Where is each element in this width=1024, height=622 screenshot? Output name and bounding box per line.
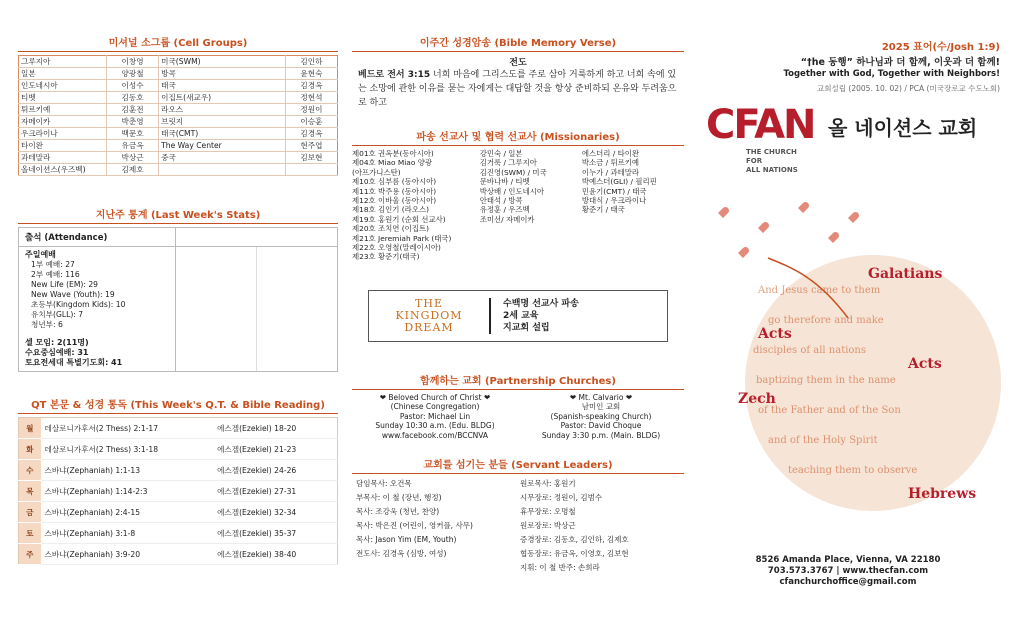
missionary-item: 조미선/ 자메이카 xyxy=(479,214,535,224)
stats-box xyxy=(18,227,338,372)
table-cell: 박춘영 xyxy=(107,116,159,128)
servant-item: 담임목사: 오건목 xyxy=(356,479,412,489)
church-tagline xyxy=(746,148,798,175)
missionary-item: 제22호 오영철(말레이시아) xyxy=(352,243,441,253)
table-row xyxy=(19,164,338,176)
table-cell: 김동호 xyxy=(107,92,159,104)
partner-line: Pastor: Michael Lin xyxy=(399,411,471,421)
divider xyxy=(352,389,684,390)
table-row xyxy=(19,140,338,152)
worship-label: 주일예배 xyxy=(25,250,56,259)
svg-text:go therefore and make: go therefore and make xyxy=(768,315,884,326)
reading-passage: 에스겔(Ezekiel) 21-23 xyxy=(213,439,337,460)
servants-title: 교회를 섬기는 분들 (Servant Leaders) xyxy=(423,460,613,472)
contact-info xyxy=(698,555,998,588)
servant-item: 지휘: 이 철 반주: 손희라 xyxy=(520,563,600,573)
table-cell xyxy=(159,164,286,176)
table-row xyxy=(19,418,338,439)
partner-line: Sunday 3:30 p.m. (Main. BLDG) xyxy=(541,430,661,440)
missionaries-list xyxy=(352,149,684,262)
partner-line: (Chinese Congregation) xyxy=(390,402,480,412)
missionary-item: 제04호 Miao Miao 양광 xyxy=(352,158,432,168)
table-cell: 백문호 xyxy=(107,128,159,140)
table-cell: 타이완 xyxy=(19,140,107,152)
servant-item: 목사: 박은진 (어린이, 영커플, 사무) xyxy=(356,521,473,531)
missionary-item: (아프가니스탄) xyxy=(352,167,401,177)
missionary-item: 박소금 / 튀르키예 xyxy=(581,158,640,168)
column-right xyxy=(698,0,1024,622)
memory-text: 너희 마음에 그리스도를 주로 삼아 거룩하게 하고 너희 속에 있는 소망에 관한 이유를 묻는 자에게는 대답할 것을 항상 준비하되 온유와 두려움으로 하고 xyxy=(358,70,677,108)
missionary-item: 이누가 / 과테말라 xyxy=(581,167,640,177)
qt-day: 목 xyxy=(19,481,41,502)
missionary-item: 박상배 / 인도네시아 xyxy=(479,186,544,196)
memory-verse xyxy=(352,68,684,110)
kingdom-dream-box xyxy=(368,290,668,342)
table-row xyxy=(19,460,338,481)
motto-kr: “†he 동행” 하나님과 더 함께, 이웃과 더 함께! xyxy=(800,57,1000,68)
table-cell: 미국(SWM) xyxy=(159,56,286,68)
divider xyxy=(18,413,338,414)
table-cell: 태국 xyxy=(159,80,286,92)
missionary-item: 김진영(SWM) / 미국 xyxy=(479,167,547,177)
missionary-item: 제01호 권옥분(동아시아) xyxy=(352,149,434,158)
qt-day: 금 xyxy=(19,502,41,523)
table-cell: 올네이션스(우즈벡) xyxy=(19,164,107,176)
partner-calvario xyxy=(518,393,684,441)
table-cell: 김경옥 xyxy=(285,80,337,92)
table-cell: 이창영 xyxy=(107,56,159,68)
hearts-decoration xyxy=(718,202,859,258)
partner-line: (Spanish-speaking Church) xyxy=(550,411,652,421)
servant-item: 전도사: 김경옥 (심방, 여성) xyxy=(356,549,447,559)
table-cell: The Way Center xyxy=(159,140,286,152)
divider xyxy=(352,145,684,146)
stat-line: 1부 예배: 27 xyxy=(31,260,75,269)
founded-info: 교회설립 (2005. 10. 02) / PCA (미국장로교 수도노회) xyxy=(817,84,1000,93)
kingdom-dream-text xyxy=(491,298,579,334)
phone-web: 703.573.3767 | www.thecfan.com xyxy=(767,566,929,576)
table-row xyxy=(19,104,338,116)
reading-passage: 에스겔(Ezekiel) 35-37 xyxy=(213,523,337,544)
table-cell: 정현석 xyxy=(285,92,337,104)
motto-en: Together with God, Together with Neighbors! xyxy=(783,69,1000,79)
email: cfanchurchoffice@gmail.com xyxy=(779,577,917,587)
table-cell: 라오스 xyxy=(159,104,286,116)
table-cell: 박상근 xyxy=(107,152,159,164)
memory-title: 이주간 성경암송 (Bible Memory Verse) xyxy=(419,38,617,49)
cell-groups-title: 미셔널 소그룹 (Cell Groups) xyxy=(108,38,248,49)
reading-passage: 에스겔(Ezekiel) 24-26 xyxy=(213,460,337,481)
table-row xyxy=(19,92,338,104)
attendance-header: 출석 (Attendance) xyxy=(19,228,176,246)
missionary-item: 제18호 김인기 (라오스) xyxy=(352,205,429,215)
stat-line: 2부 예배: 116 xyxy=(31,270,80,279)
qt-passage: 스바냐(Zephaniah) 3:1-8 xyxy=(41,523,214,544)
table-row xyxy=(19,502,338,523)
missionary-item: 제21호 Jeremiah Park (태국) xyxy=(352,233,452,243)
servant-item: 협동장로: 유금옥, 이영호, 김보현 xyxy=(520,549,629,559)
table-cell: 튀르키예 xyxy=(19,104,107,116)
svg-text:Zech: Zech xyxy=(738,391,776,407)
qt-table xyxy=(18,417,338,565)
missionary-item: 유정훈 / 우즈벡 xyxy=(479,205,530,215)
table-cell: 그루지아 xyxy=(19,56,107,68)
svg-text:Galatians: Galatians xyxy=(868,266,943,282)
partner-line: ❤ Mt. Calvario ❤ xyxy=(569,392,633,402)
missionary-item: 방대식 / 우크라이나 xyxy=(581,196,647,206)
table-cell: 이승훈 xyxy=(285,116,337,128)
missionary-item: 제10호 심부름 (동아시아) xyxy=(352,177,437,187)
partner-line: ❤ Beloved Church of Christ ❤ xyxy=(379,392,491,402)
column-left xyxy=(18,0,338,622)
memory-heading: 전도 xyxy=(509,58,527,68)
divider xyxy=(18,223,338,224)
table-row xyxy=(19,523,338,544)
partner-beloved xyxy=(352,393,518,441)
partner-churches xyxy=(352,393,684,441)
table-cell: 이성수 xyxy=(107,80,159,92)
qt-day: 화 xyxy=(19,439,41,460)
table-row xyxy=(19,439,338,460)
stat-line: New Wave (Youth): 19 xyxy=(31,290,115,299)
partner-line: Pastor: David Choque xyxy=(560,421,642,431)
column-middle xyxy=(352,0,684,622)
partner-line: Sunday 10:30 a.m. (Edu. BLDG) xyxy=(375,421,495,431)
servant-item: 부목사: 이 철 (장년, 행정) xyxy=(356,493,442,503)
divider xyxy=(352,473,684,474)
reading-passage: 에스겔(Ezekiel) 32-34 xyxy=(213,502,337,523)
servant-item: 목사: Jason Yim (EM, Youth) xyxy=(356,535,457,545)
svg-text:and of the Holy Spirit: and of the Holy Spirit xyxy=(768,435,878,446)
table-cell: 중국 xyxy=(159,152,286,164)
stat-line: 청년부: 6 xyxy=(31,320,63,329)
kd-line: 지교회 설립 xyxy=(503,322,550,333)
table-cell: 양광철 xyxy=(107,68,159,80)
year-motto-text: 2025 표어(수/Josh 1:9) xyxy=(881,42,1000,53)
kd-logo-line: THE xyxy=(415,296,443,310)
table-row xyxy=(19,56,338,68)
svg-text:baptizing them in the name: baptizing them in the name xyxy=(756,375,896,386)
table-cell: 윤현숙 xyxy=(285,68,337,80)
table-cell: 이집트(새교우) xyxy=(159,92,286,104)
sat-prayer: 토요전세대 특별기도회: 41 xyxy=(25,358,123,367)
missionary-item: 제11호 박주용 (동아시아) xyxy=(352,186,437,196)
stat-line: New Life (EM): 29 xyxy=(31,280,98,289)
divider xyxy=(352,51,684,52)
partner-line: www.facebook.com/BCCNVA xyxy=(381,430,489,440)
svg-text:Acts: Acts xyxy=(758,326,792,342)
missionaries-title: 파송 선교사 및 협력 선교사 (Missionaries) xyxy=(416,132,620,143)
svg-text:teaching them to observe: teaching them to observe xyxy=(788,465,918,476)
qt-day: 주 xyxy=(19,544,41,565)
qt-day: 수 xyxy=(19,460,41,481)
qt-title: QT 본문 & 성경 통독 (This Week's Q.T. & Bible Reading) xyxy=(31,400,325,411)
svg-text:Hebrews: Hebrews xyxy=(908,486,977,502)
table-cell: 일본 xyxy=(19,68,107,80)
kd-line: 2세 교육 xyxy=(503,310,539,321)
missionary-item: 안태석 / 방콕 xyxy=(479,196,523,206)
table-cell: 브릿지 xyxy=(159,116,286,128)
qt-passage: 스바냐(Zephaniah) 2:4-15 xyxy=(41,502,214,523)
servant-leaders xyxy=(352,477,684,575)
memory-ref: 베드로 전서 3:15 xyxy=(358,70,431,80)
svg-text:And Jesus came to them: And Jesus came to them xyxy=(758,285,881,296)
tagline-line: ALL NATIONS xyxy=(746,166,798,174)
missionary-item: 문바나바 / 티벳 xyxy=(479,177,530,187)
qt-passage: 스바냐(Zephaniah) 1:14-2:3 xyxy=(41,481,214,502)
table-cell xyxy=(285,164,337,176)
table-cell: 방콕 xyxy=(159,68,286,80)
table-cell: 김보현 xyxy=(285,152,337,164)
svg-text:of the Father and of the Son: of the Father and of the Son xyxy=(758,405,901,416)
table-cell: 자메이카 xyxy=(19,116,107,128)
kd-logo-line: KINGDOM xyxy=(395,308,463,322)
missionary-item: 제23호 황준기(태국) xyxy=(352,252,420,262)
stats-empty-columns xyxy=(176,247,337,371)
table-cell: 김제호 xyxy=(107,164,159,176)
table-cell: 김인하 xyxy=(285,56,337,68)
cfan-logo-icon: CFAN xyxy=(706,102,815,148)
servant-item: 시무장로: 정원이, 김범수 xyxy=(520,493,603,503)
table-cell: 김경옥 xyxy=(285,128,337,140)
table-row xyxy=(19,80,338,92)
tagline-line: THE CHURCH xyxy=(746,148,797,156)
church-name: 올 네이션스 교회 xyxy=(828,116,978,140)
kd-line: 수백명 선교사 파송 xyxy=(503,298,579,309)
qt-day: 월 xyxy=(19,418,41,439)
cell-meeting: 셀 모임: 2(11명) xyxy=(25,338,89,347)
missionary-item: 황준기 / 태국 xyxy=(581,205,625,215)
church-logo xyxy=(706,98,1006,188)
kd-logo-line: DREAM xyxy=(404,320,454,334)
cell-groups-table xyxy=(18,55,338,176)
word-cloud-illustration xyxy=(698,198,1018,538)
qt-passage: 데살로니가후서(2 Thess) 2:1-17 xyxy=(41,418,214,439)
missionary-item: 에스더리 / 타이완 xyxy=(581,149,640,158)
table-row xyxy=(19,116,338,128)
servant-item: 목사: 조강욱 (청년, 찬양) xyxy=(356,507,440,517)
table-cell: 티벳 xyxy=(19,92,107,104)
missionary-item: 김거룩 / 그루지아 xyxy=(479,158,537,168)
partners-title: 함께하는 교회 (Partnership Churches) xyxy=(420,375,616,387)
servant-item: 원로목사: 홍원기 xyxy=(520,479,576,489)
kingdom-dream-logo xyxy=(369,298,489,334)
missionary-item: 강민숙 / 일본 xyxy=(479,149,523,158)
servant-item: 증경장로: 김동호, 김인하, 김제호 xyxy=(520,535,629,545)
table-row xyxy=(19,544,338,565)
table-cell: 유금옥 xyxy=(107,140,159,152)
address: 8526 Amanda Place, Vienna, VA 22180 xyxy=(755,555,941,565)
table-cell: 인도네시아 xyxy=(19,80,107,92)
qt-passage: 데살로니가후서(2 Thess) 3:1-18 xyxy=(41,439,214,460)
divider xyxy=(18,51,338,52)
table-cell: 현주엽 xyxy=(285,140,337,152)
stat-line: 초등부(Kingdom Kids): 10 xyxy=(31,300,126,309)
table-cell: 정원이 xyxy=(285,104,337,116)
partner-line: 남미인 교회 xyxy=(581,402,621,412)
table-row xyxy=(19,128,338,140)
missionary-item: 제20호 조치연 (이집트) xyxy=(352,224,429,234)
year-motto xyxy=(698,38,1000,53)
table-cell: 과테말라 xyxy=(19,152,107,164)
reading-passage: 에스겔(Ezekiel) 38-40 xyxy=(213,544,337,565)
table-row xyxy=(19,152,338,164)
qt-passage: 스바냐(Zephaniah) 3:9-20 xyxy=(41,544,214,565)
reading-passage: 에스겔(Ezekiel) 18-20 xyxy=(213,418,337,439)
qt-day: 토 xyxy=(19,523,41,544)
svg-text:disciples of all nations: disciples of all nations xyxy=(753,345,867,356)
table-cell: 우크라이나 xyxy=(19,128,107,140)
stats-title: 지난주 통계 (Last Week's Stats) xyxy=(95,210,261,221)
table-cell: 김훈전 xyxy=(107,104,159,116)
tagline-line: FOR xyxy=(746,157,763,165)
attendance-list xyxy=(19,247,176,371)
servant-item: 원로장로: 박상근 xyxy=(520,521,576,531)
table-row xyxy=(19,68,338,80)
missionary-item: 민윤기(CMT) / 태국 xyxy=(581,186,647,196)
svg-text:Acts: Acts xyxy=(908,356,942,372)
missionary-item: 박예스더(GLI) / 필리핀 xyxy=(581,177,657,187)
wed-service: 수요중심예배: 31 xyxy=(25,348,89,357)
missionary-item: 제12호 이바울 (동아시아) xyxy=(352,196,437,206)
stat-line: 유치부(GLL): 7 xyxy=(31,310,84,319)
table-row xyxy=(19,481,338,502)
missionary-item: 제19호 홍원기 (순회 선교사) xyxy=(352,214,446,224)
servant-item: 휴무장로: 오명철 xyxy=(520,507,576,517)
reading-passage: 에스겔(Ezekiel) 27-31 xyxy=(213,481,337,502)
table-cell: 태국(CMT) xyxy=(159,128,286,140)
qt-passage: 스바냐(Zephaniah) 1:1-13 xyxy=(41,460,214,481)
